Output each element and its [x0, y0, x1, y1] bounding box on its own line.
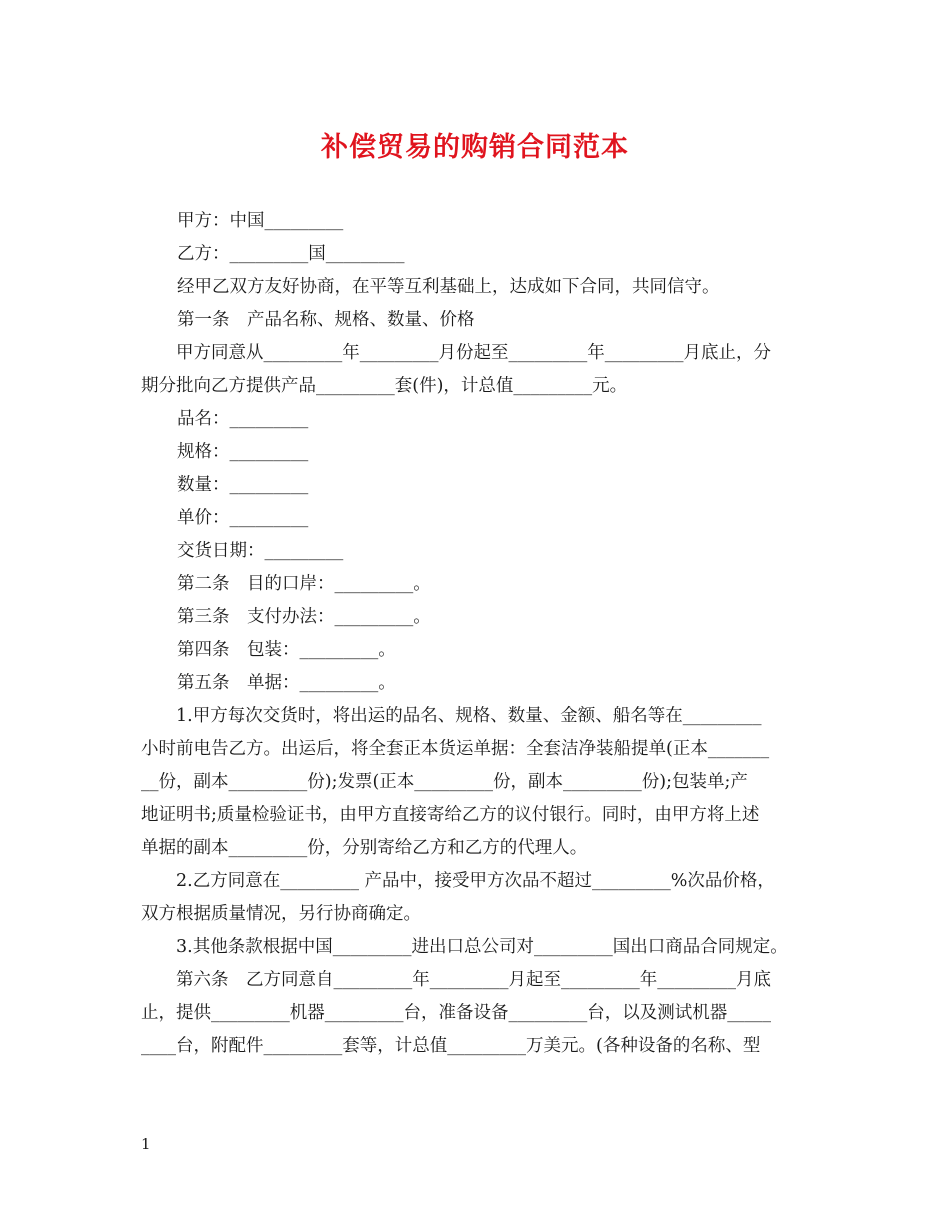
- text-line: 3.其他条款根据中国_________进出口总公司对_________国出口商品合同规定。: [141, 937, 788, 957]
- article-4-line: 第四条 包装：_________。: [177, 640, 396, 660]
- document-title: 补偿贸易的购销合同范本: [321, 132, 629, 163]
- clause-3-paragraph: [141, 931, 813, 964]
- product-name-line: 品名：_________: [177, 409, 309, 429]
- text-line: 单据的副本_________份，分别寄给乙方和乙方的代理人。: [141, 838, 588, 858]
- article-3-line: 第三条 支付办法：_________。: [177, 607, 431, 627]
- page-number: 1: [141, 1135, 151, 1153]
- unit-price-line: 单价：_________: [177, 508, 309, 528]
- specification-line: 规格：_________: [177, 442, 309, 462]
- text-line: 1.甲方每次交货时，将出运的品名、规格、数量、金额、船名等在_________: [141, 706, 762, 726]
- text-line: ____台，附配件_________套等，计总值_________万美元。(各种设备的名称、型: [141, 1036, 761, 1056]
- article-2-line: 第二条 目的口岸：_________。: [177, 574, 431, 594]
- text-line: __份，副本_________份);发票(正本_________份，副本_________份);包装单;产: [141, 772, 748, 792]
- delivery-date-line: 交货日期：_________: [177, 541, 344, 561]
- document-body: [141, 205, 813, 1063]
- article-5-line: 第五条 单据：_________。: [177, 673, 396, 693]
- article-6-paragraph: [141, 964, 813, 1063]
- text-line: 甲方同意从_________年_________月份起至_________年_________月底止，分: [141, 343, 771, 363]
- preamble-paragraph: 经甲乙双方友好协商，在平等互利基础上，达成如下合同，共同信守。: [177, 277, 720, 297]
- clause-1-paragraph: [141, 700, 813, 865]
- text-line: 小时前电告乙方。出运后，将全套正本货运单据：全套洁净装船提单(正本_______: [141, 739, 770, 759]
- clause-2-paragraph: [141, 865, 813, 931]
- text-line: 地证明书;质量检验证书，由甲方直接寄给乙方的议付银行。同时，由甲方将上述: [141, 805, 760, 825]
- text-line: 止，提供_________机器_________台，准备设备_________台，以及测试机器_____: [141, 1003, 771, 1023]
- party-b-line: 乙方：_________国_________: [177, 244, 405, 264]
- text-line: 期分批向乙方提供产品_________套(件)，计总值_________元。: [141, 376, 628, 396]
- article-1-heading: 第一条 产品名称、规格、数量、价格: [177, 310, 475, 330]
- article-1-paragraph: [141, 337, 813, 403]
- text-line: 第六条 乙方同意自_________年_________月起至_________年_________月底: [141, 970, 771, 990]
- text-line: 双方根据质量情况，另行协商确定。: [141, 904, 421, 924]
- quantity-line: 数量：_________: [177, 475, 309, 495]
- text-line: 2.乙方同意在_________ 产品中，接受甲方次品不超过_________%次品价格，: [141, 871, 775, 891]
- party-a-line: 甲方：中国_________: [177, 211, 344, 231]
